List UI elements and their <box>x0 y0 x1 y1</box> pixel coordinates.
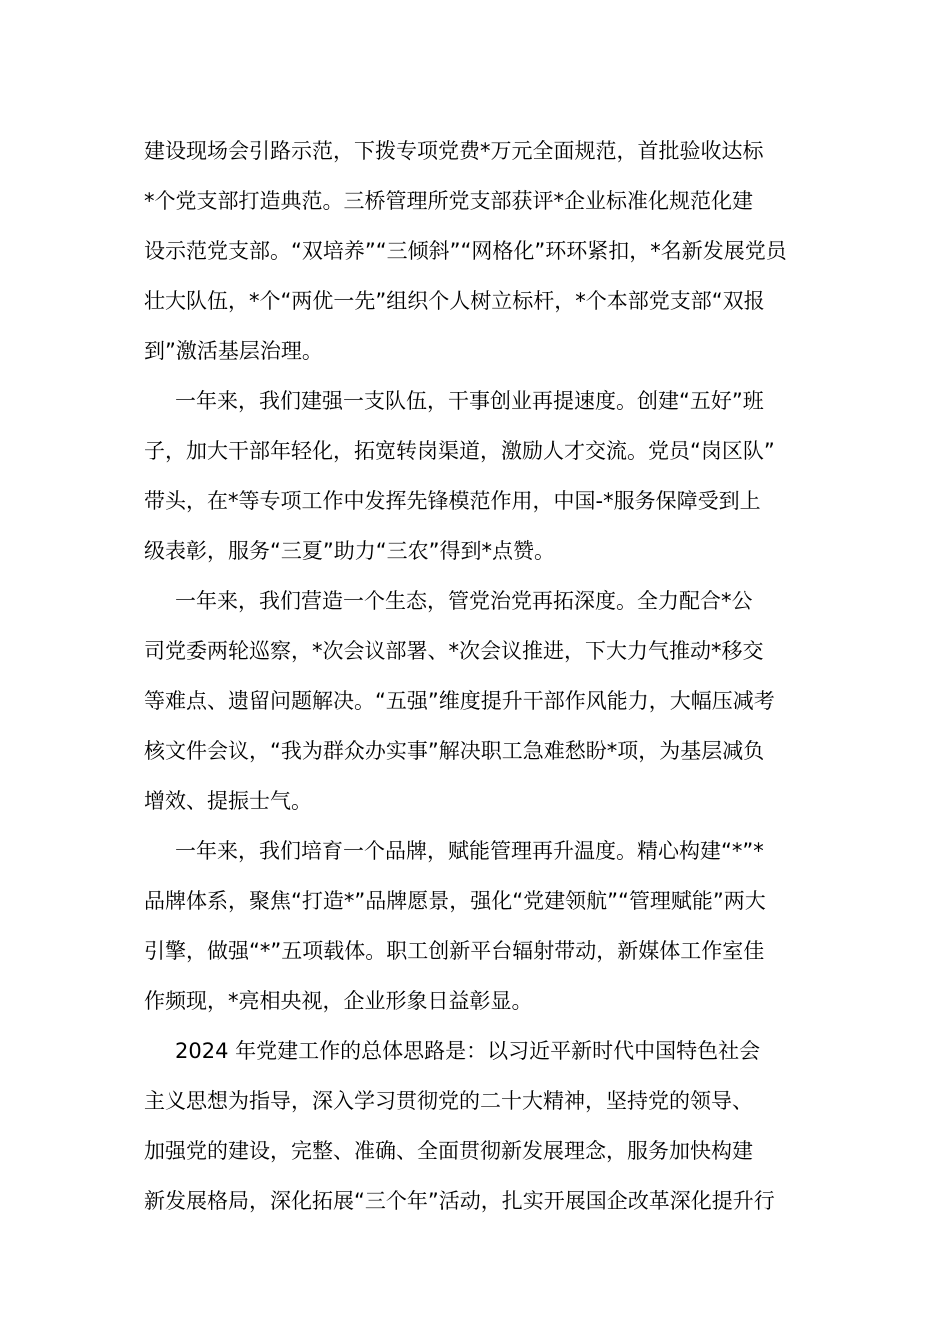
text-line: 加强党的建设，完整、准确、全面贯彻新发展理念，服务加快构建 <box>144 1139 753 1163</box>
text-line: 设示范党支部。“双培养”“三倾斜”“网格化”环环紧扣，*名新发展党员 <box>144 239 787 263</box>
document-body <box>144 126 808 1226</box>
text-line: *个党支部打造典范。三桥管理所党支部获评*企业标准化规范化建 <box>144 189 753 213</box>
text-line: 品牌体系，聚焦“打造*”品牌愿景，强化“党建领航”“管理赋能”两大 <box>144 889 766 913</box>
text-line: 引擎，做强“*”五项载体。职工创新平台辐射带动，新媒体工作室佳 <box>144 939 765 963</box>
text-line: 2024 年党建工作的总体思路是：以习近平新时代中国特色社会 <box>175 1039 761 1063</box>
text-line: 带头，在*等专项工作中发挥先锋模范作用，中国-*服务保障受到上 <box>144 489 761 513</box>
text-line: 建设现场会引路示范，下拨专项党费*万元全面规范，首批验收达标 <box>144 139 764 163</box>
text-line: 核文件会议，“我为群众办实事”解决职工急难愁盼*项，为基层减负 <box>144 739 765 763</box>
text-line: 作频现，*亮相央视，企业形象日益彰显。 <box>144 989 533 1013</box>
text-line: 主义思想为指导，深入学习贯彻党的二十大精神，坚持党的领导、 <box>144 1089 753 1113</box>
text-line: 新发展格局，深化拓展“三个年”活动，扎实开展国企改革深化提升行 <box>144 1189 775 1213</box>
text-line: 壮大队伍，*个“两优一先”组织个人树立标杆，*个本部党支部“双报 <box>144 289 765 313</box>
text-line: 级表彰，服务“三夏”助力“三农”得到*点赞。 <box>144 539 556 563</box>
text-line: 一年来，我们培育一个品牌，赋能管理再升温度。精心构建“*”* <box>175 839 764 863</box>
text-line: 一年来，我们建强一支队伍，干事创业再提速度。创建“五好”班 <box>175 389 764 413</box>
text-line: 等难点、遗留问题解决。“五强”维度提升干部作风能力，大幅压减考 <box>144 689 775 713</box>
text-line: 子，加大干部年轻化，拓宽转岗渠道，激励人才交流。党员“岗区队” <box>144 439 775 463</box>
text-line: 增效、提振士气。 <box>144 789 312 813</box>
text-line: 一年来，我们营造一个生态，管党治党再拓深度。全力配合*公 <box>175 589 753 613</box>
text-line: 到”激活基层治理。 <box>144 339 323 363</box>
text-line: 司党委两轮巡察，*次会议部署、*次会议推进，下大力气推动*移交 <box>144 639 764 663</box>
